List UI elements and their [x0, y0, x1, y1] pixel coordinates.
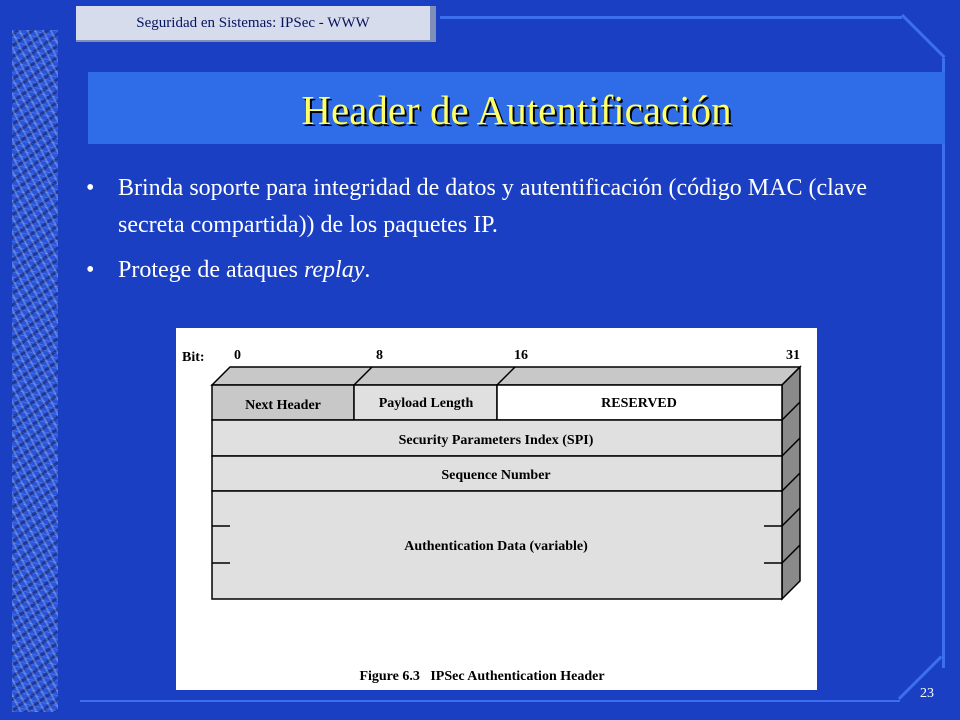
reserved-label: RESERVED [601, 396, 677, 411]
figure-caption: Figure 6.3 IPSec Authentication Header [359, 669, 605, 684]
frame-right-line [942, 58, 945, 668]
frame-bottom-line [80, 700, 900, 702]
course-title: Seguridad en Sistemas: IPSec - WWW [136, 15, 370, 31]
bullet-text-1: Brinda soporte para integridad de datos y autentificación (código MAC (clave secreta compartida)) de los paquetes IP. [118, 175, 868, 238]
ah-header-diagram [176, 328, 817, 690]
page-number: 23 [920, 686, 934, 701]
slide-title: Header de Autentificación [301, 87, 732, 133]
bit-label: Bit: [182, 350, 205, 365]
bit-marker-0: 0 [234, 348, 241, 363]
bullet-text-2-italic: replay [303, 257, 365, 283]
decorative-side-strip [12, 30, 58, 712]
bit-marker-16: 16 [514, 348, 528, 363]
bullet-text-2-end: . [364, 257, 371, 283]
authentication-data-label: Authentication Data (variable) [404, 539, 588, 554]
bullet-marker: • [86, 257, 95, 283]
frame-top-line [440, 16, 902, 19]
bit-marker-31: 31 [786, 348, 800, 363]
bullet-list [80, 170, 880, 297]
payload-length-label: Payload Length [378, 396, 474, 411]
ah-header-figure [176, 328, 817, 690]
bullet-item-1 [80, 170, 880, 244]
frame-corner-line [901, 14, 946, 59]
bullet-item-2 [80, 252, 880, 289]
bullet-marker: • [86, 175, 95, 201]
bit-marker-8: 8 [376, 348, 383, 363]
spi-label: Security Parameters Index (SPI) [398, 433, 594, 448]
bullet-text-2-start: Protege de ataques [118, 257, 304, 283]
next-header-label: Next Header [245, 398, 321, 413]
title-bar [88, 72, 945, 144]
sequence-number-label: Sequence Number [441, 468, 551, 483]
course-tab [76, 6, 436, 42]
